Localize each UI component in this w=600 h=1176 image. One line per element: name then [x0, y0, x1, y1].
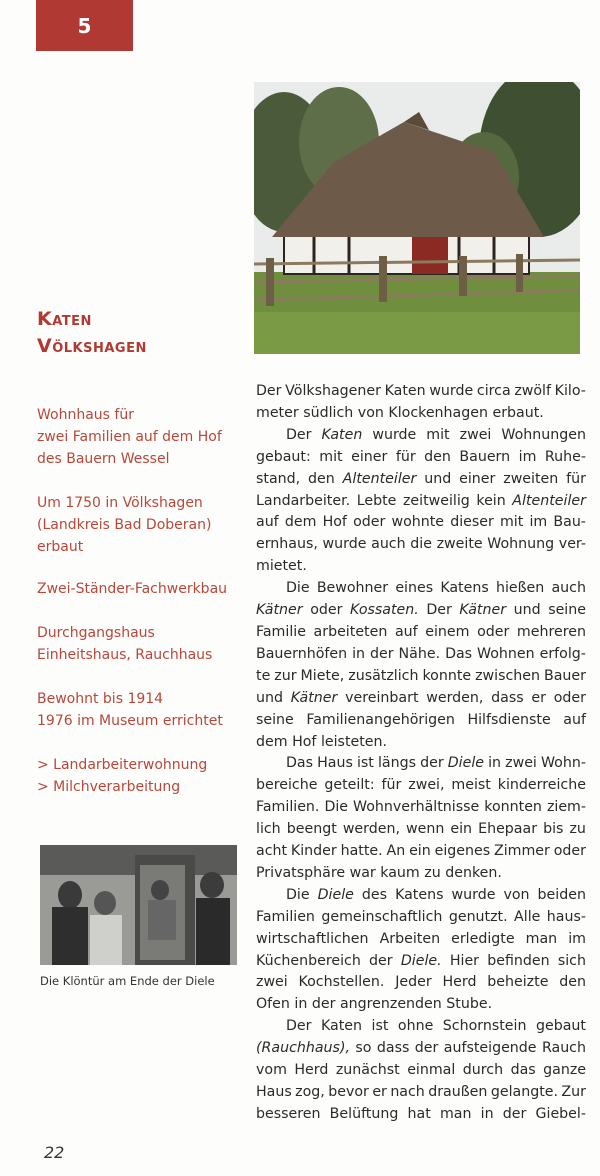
body-line: Familie arbeiteten auf einem oder mehreren — [256, 623, 586, 640]
body-line: Bauernhöfen in der Nähe. Das Wohnen erfolg- — [256, 645, 586, 662]
fact-line: Zwei-Ständer-Fachwerkbau — [37, 581, 228, 597]
body-line: stand, den Altenteiler und einer zweiten für — [256, 470, 586, 487]
body-line: Die Diele des Katens wurde von beiden — [286, 886, 586, 903]
body-line: seine Familienangehörigen Hilfsdienste auf — [256, 711, 586, 728]
body-line: besseren Belüftung hat man in der Giebel- — [256, 1105, 586, 1122]
fact-line: zwei Familien auf dem Hof — [37, 429, 222, 445]
fact-line: erbaut — [37, 539, 84, 555]
body-line: Küchenbereich der Diele. Hier befinden sich — [256, 952, 586, 969]
body-line: meter südlich von Klockenhagen erbaut. — [256, 404, 544, 421]
body-line: auf dem Hof oder wohnte dieser mit im Bau- — [256, 514, 586, 531]
title-line-2: Völkshagen — [37, 335, 147, 357]
body-line: Kätner oder Kossaten. Der Kätner und seine — [256, 602, 586, 619]
body-line: Haus zog, bevor er nach draußen gelangte. Zur — [256, 1084, 586, 1100]
fact-line: Um 1750 in Völkshagen — [37, 495, 203, 511]
body-line: Die Bewohner eines Katens hießen auch — [286, 580, 586, 597]
body-line: dem Hof leisteten. — [256, 733, 388, 750]
fact-line: 1976 im Museum errichtet — [37, 713, 223, 729]
chapter-number: 5 — [77, 13, 92, 38]
body-line: bereiche geteilt: für zwei, meist kinderreiche — [256, 777, 586, 794]
fact-line: Einheitshaus, Rauchhaus — [37, 647, 213, 663]
body-line: Privatsphäre war kaum zu denken. — [256, 864, 502, 881]
body-line: lich beengt werden, wenn ein Ehepaar bis zu — [256, 821, 586, 838]
fact-line: Bewohnt bis 1914 — [37, 691, 164, 707]
fact-line: (Landkreis Bad Doberan) — [37, 517, 212, 533]
body-line: wirtschaftlichen Arbeiten erledigte man im — [256, 930, 586, 947]
body-line: Der Katen ist ohne Schornstein gebaut — [286, 1018, 586, 1035]
page-number: 22 — [44, 1143, 65, 1162]
cross-reference-link[interactable]: > Landarbeiterwohnung — [37, 757, 208, 773]
fact-group-links — [37, 754, 207, 798]
fact-group — [37, 622, 212, 666]
fact-group — [37, 404, 222, 470]
fact-group — [37, 492, 211, 558]
fact-line: Durchgangshaus — [37, 625, 155, 641]
fact-group — [37, 578, 227, 600]
body-line: vom Herd zunächst einmal durch das ganze — [256, 1062, 586, 1079]
body-line: Ofen in der angrenzenden Stube. — [256, 996, 493, 1013]
fact-line: Wohnhaus für — [37, 407, 134, 423]
body-line: Landarbeiter. Lebte zeitweilig kein Altenteiler — [256, 492, 586, 509]
page-title — [37, 306, 147, 360]
body-line: (Rauchhaus), so dass der aufsteigende Rauch — [256, 1040, 586, 1057]
photo-caption: Die Klöntür am Ende der Diele — [40, 974, 215, 988]
chapter-tab — [36, 0, 133, 51]
body-line: Der Katen wurde mit zwei Wohnungen — [286, 426, 586, 443]
cross-reference-link[interactable]: > Milchverarbeitung — [37, 779, 181, 795]
body-text — [256, 381, 586, 1126]
kloentuer-photo — [40, 845, 237, 965]
body-line: te zur Miete, zusätzlich konnte zwischen Bauer — [256, 667, 586, 684]
fact-line: des Bauern Wessel — [37, 451, 170, 467]
body-line: Das Haus ist längs der Diele in zwei Wohn- — [286, 755, 586, 772]
body-line: mietet. — [256, 558, 307, 575]
katen-photo — [254, 82, 580, 354]
body-line: Familien gemeinschaftlich genutzt. Alle haus- — [256, 908, 586, 925]
fact-group — [37, 688, 223, 732]
body-line: gebaut: mit einer für den Bauern im Ruhe- — [256, 448, 586, 465]
body-line: Der Völkshagener Katen wurde circa zwölf Kilo- — [256, 383, 586, 399]
body-line: Familien. Die Wohnverhältnisse konnten ziem- — [256, 799, 586, 816]
body-line: acht Kinder hatte. An ein eigenes Zimmer oder — [256, 843, 586, 860]
body-line: zwei Kochstellen. Jeder Herd beheizte den — [256, 974, 586, 991]
body-line: und Kätner vereinbart werden, dass er oder — [256, 689, 586, 706]
title-line-1: Katen — [37, 308, 92, 330]
body-line: ernhaus, wurde auch die zweite Wohnung ver- — [256, 536, 586, 553]
